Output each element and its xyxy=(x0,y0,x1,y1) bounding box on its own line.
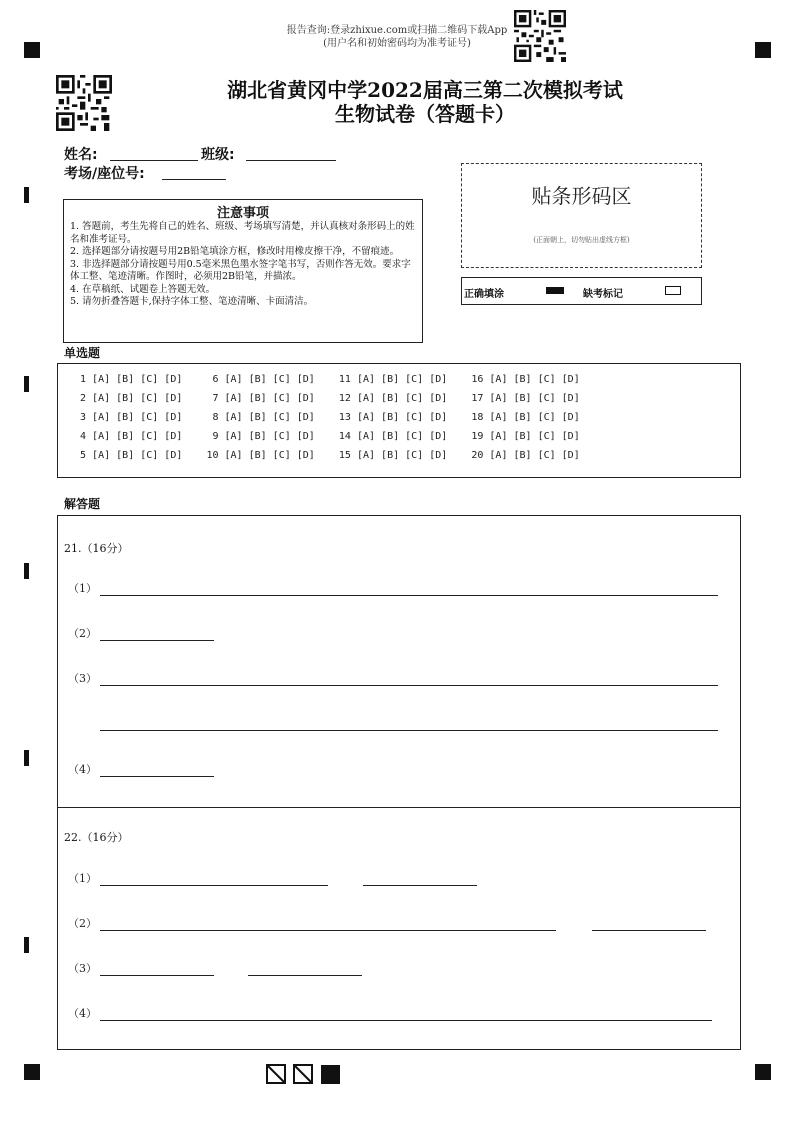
barcode-label: 贴条形码区 xyxy=(531,184,632,208)
q21-sub2-label: （2） xyxy=(68,627,97,640)
q21-sub1-answer-line[interactable] xyxy=(100,595,718,596)
mc-row[interactable]: 5 [A] [B] [C] [D] 10 [A] [B] [C] [D] 15 [A] [B] [C] [D] 20 [A] [B] [C] [D] xyxy=(74,450,580,461)
q21-box xyxy=(57,515,741,808)
exam-subtitle-line: 生物试卷（答题卡） xyxy=(335,102,515,126)
q21-title: 21.（16分） xyxy=(64,542,129,555)
side-mark xyxy=(24,750,29,766)
q21-sub3-label: （3） xyxy=(68,672,97,685)
notes-title: 注意事项 xyxy=(216,206,269,221)
mc-row[interactable]: 1 [A] [B] [C] [D] 6 [A] [B] [C] [D] 11 [A] [B] [C] [D] 16 [A] [B] [C] [D] xyxy=(74,374,580,385)
q22-box xyxy=(57,806,741,1050)
notes-item: 5. 请勿折叠答题卡,保持字体工整、笔迹清晰、卡面清洁。 xyxy=(70,296,314,307)
fill-legend xyxy=(461,277,702,305)
notes-item: 3. 非选择题部分请按题号用0.5毫米黑色墨水签字笔书写，否则作答无效。要求字体工整、笔迹清晰。作图时，必须用2B铅笔，并描浓。 xyxy=(70,258,411,282)
app-qr-code[interactable] xyxy=(514,10,566,62)
q21-sub4-answer-line[interactable] xyxy=(100,776,214,777)
class-input-line[interactable] xyxy=(246,160,336,161)
mc-box xyxy=(57,363,741,478)
mc-row[interactable]: 4 [A] [B] [C] [D] 9 [A] [B] [C] [D] 14 [A] [B] [C] [D] 19 [A] [B] [C] [D] xyxy=(74,431,580,442)
q22-sub4-label: （4） xyxy=(68,1007,97,1020)
absent-mark-label: 缺考标记 xyxy=(583,289,623,300)
report-query-line: 报告查询:登录zhixue.com或扫描二维码下载App xyxy=(286,25,508,36)
barcode-area[interactable] xyxy=(461,163,702,268)
q22-sub2-answer-line-2[interactable] xyxy=(592,930,706,931)
corner-mark-bottom-right xyxy=(755,1064,771,1080)
q21-sub3-answer-line-2[interactable] xyxy=(100,730,718,731)
mc-row[interactable]: 2 [A] [B] [C] [D] 7 [A] [B] [C] [D] 12 [A] [B] [C] [D] 17 [A] [B] [C] [D] xyxy=(74,393,580,404)
filled-box-icon xyxy=(546,287,564,294)
notes-list xyxy=(64,221,422,309)
notes-item: 1. 答题前，考生先将自己的姓名、班级、考场填写清楚，并认真核对条形码上的姓名和准考证号。 xyxy=(70,221,415,245)
correct-fill-label: 正确填涂 xyxy=(464,289,504,300)
q22-sub3-label: （3） xyxy=(68,962,97,975)
q21-sub3-answer-line[interactable] xyxy=(100,685,718,686)
exam-title-line: 湖北省黄冈中学2022届高三第二次模拟考试 xyxy=(227,78,623,102)
username-note-line: (用户名和初始密码均为准考证号) xyxy=(323,38,471,49)
barcode-hint: (正面朝上，切勿贴出虚线方框) xyxy=(533,236,630,244)
name-input-line[interactable] xyxy=(110,160,198,161)
side-mark xyxy=(24,187,29,203)
q21-sub4-label: （4） xyxy=(68,763,97,776)
seat-label: 考场/座位号: xyxy=(64,166,145,182)
notes-box xyxy=(63,199,423,343)
q22-sub1-answer-line-2[interactable] xyxy=(363,885,477,886)
q21-sub2-answer-line[interactable] xyxy=(100,640,214,641)
side-mark xyxy=(24,376,29,392)
class-label: 班级: xyxy=(201,147,235,163)
mc-section-label: 单选题 xyxy=(64,346,101,360)
q22-sub2-label: （2） xyxy=(68,917,97,930)
q22-sub3-answer-line-2[interactable] xyxy=(248,975,362,976)
seat-input-line[interactable] xyxy=(162,179,226,180)
q21-sub1-label: （1） xyxy=(68,582,97,595)
q22-sub1-answer-line[interactable] xyxy=(100,885,328,886)
mc-row[interactable]: 3 [A] [B] [C] [D] 8 [A] [B] [C] [D] 13 [A] [B] [C] [D] 18 [A] [B] [C] [D] xyxy=(74,412,580,423)
side-mark xyxy=(24,937,29,953)
side-mark xyxy=(24,563,29,579)
report-query-note xyxy=(0,24,794,50)
notes-item: 4. 在草稿纸、试题卷上答题无效。 xyxy=(70,283,216,295)
page-marker-group xyxy=(266,1064,342,1088)
answers-section-label: 解答题 xyxy=(64,497,101,511)
notes-item: 2. 选择题部分请按题号用2B铅笔填涂方框，修改时用橡皮擦干净，不留痕迹。 xyxy=(70,246,400,257)
q22-sub1-label: （1） xyxy=(68,872,97,885)
q22-sub2-answer-line[interactable] xyxy=(100,930,556,931)
absent-checkbox[interactable] xyxy=(665,286,681,295)
q22-sub3-answer-line[interactable] xyxy=(100,975,214,976)
page-marker-icons xyxy=(266,1064,342,1084)
exam-title xyxy=(28,78,794,126)
q22-sub4-answer-line[interactable] xyxy=(100,1020,712,1021)
q22-title: 22.（16分） xyxy=(64,831,129,844)
name-label: 姓名: xyxy=(64,147,98,163)
corner-mark-bottom-left xyxy=(24,1064,40,1080)
